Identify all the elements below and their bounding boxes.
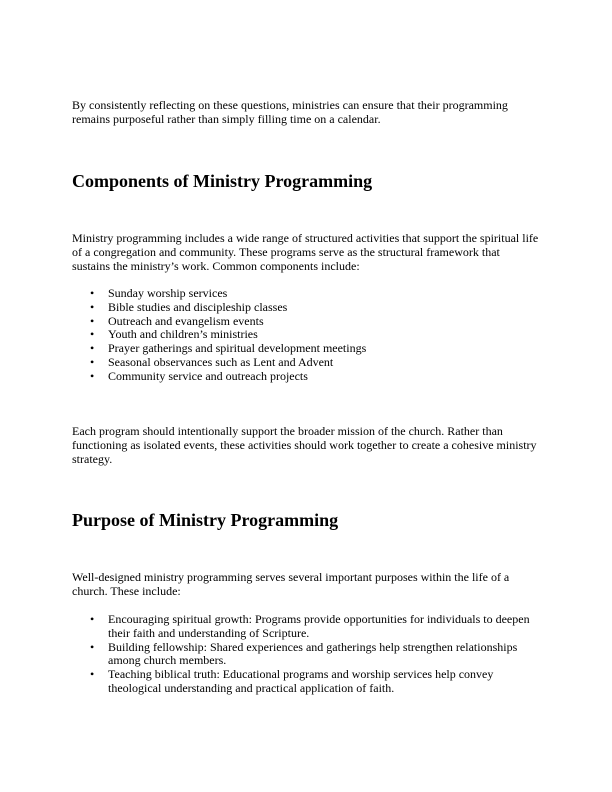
list-item-text: Outreach and evangelism events bbox=[108, 313, 264, 328]
list-item bbox=[72, 641, 540, 669]
purpose-intro-paragraph: Well-designed ministry programming serves several important purposes within the life of a church. These include: bbox=[72, 570, 510, 598]
components-closing-paragraph: Each program should intentionally support the broader mission of the church. Rather than functioning as isolated events, these activities should work together to create a cohesive ministry strategy. bbox=[72, 424, 537, 466]
list-item-text: Seasonal observances such as Lent and Advent bbox=[108, 354, 334, 369]
list-item bbox=[72, 356, 540, 370]
purpose-list bbox=[72, 613, 540, 696]
list-item-text: Youth and children’s ministries bbox=[108, 327, 258, 342]
list-item-text: Encouraging spiritual growth: Programs provide opportunities for individuals to deepen their faith and understanding of Scripture. bbox=[108, 612, 530, 640]
bullet-icon: • bbox=[90, 639, 95, 654]
list-item-text: Building fellowship: Shared experiences and gatherings help strengthen relationships among church members. bbox=[108, 639, 518, 668]
list-item bbox=[72, 315, 540, 329]
bullet-icon: • bbox=[90, 612, 95, 626]
list-item bbox=[72, 328, 540, 342]
components-heading: Components of Ministry Programming bbox=[72, 171, 373, 191]
intro-paragraph: By consistently reflecting on these questions, ministries can ensure that their programming remains purposeful rather than simply filling time on a calendar. bbox=[72, 98, 508, 126]
bullet-icon: • bbox=[90, 368, 95, 383]
bullet-icon: • bbox=[90, 341, 95, 356]
bullet-icon: • bbox=[90, 667, 95, 682]
bullet-icon: • bbox=[90, 286, 95, 300]
list-item bbox=[72, 287, 540, 301]
list-item-text: Prayer gatherings and spiritual development meetings bbox=[108, 341, 367, 356]
bullet-icon: • bbox=[90, 354, 95, 369]
list-item bbox=[72, 668, 540, 696]
list-item bbox=[72, 370, 540, 384]
list-item-text: Sunday worship services bbox=[108, 286, 228, 300]
purpose-heading: Purpose of Ministry Programming bbox=[72, 510, 339, 530]
bullet-icon: • bbox=[90, 313, 95, 328]
components-intro-paragraph: Ministry programming includes a wide range of structured activities that support the spiritual life of a congregation and community. These programs serve as the structural framework that sustains the ministry’s work. Common components include: bbox=[72, 231, 539, 273]
bullet-icon: • bbox=[90, 299, 95, 314]
list-item-text: Bible studies and discipleship classes bbox=[108, 299, 288, 314]
list-item-text: Community service and outreach projects bbox=[108, 368, 308, 383]
list-item-text: Teaching biblical truth: Educational programs and worship services help convey theological understanding and practical application of faith. bbox=[108, 667, 494, 695]
components-list bbox=[72, 287, 540, 384]
bullet-icon: • bbox=[90, 327, 95, 342]
list-item bbox=[72, 301, 540, 315]
list-item bbox=[72, 613, 540, 641]
list-item bbox=[72, 342, 540, 356]
